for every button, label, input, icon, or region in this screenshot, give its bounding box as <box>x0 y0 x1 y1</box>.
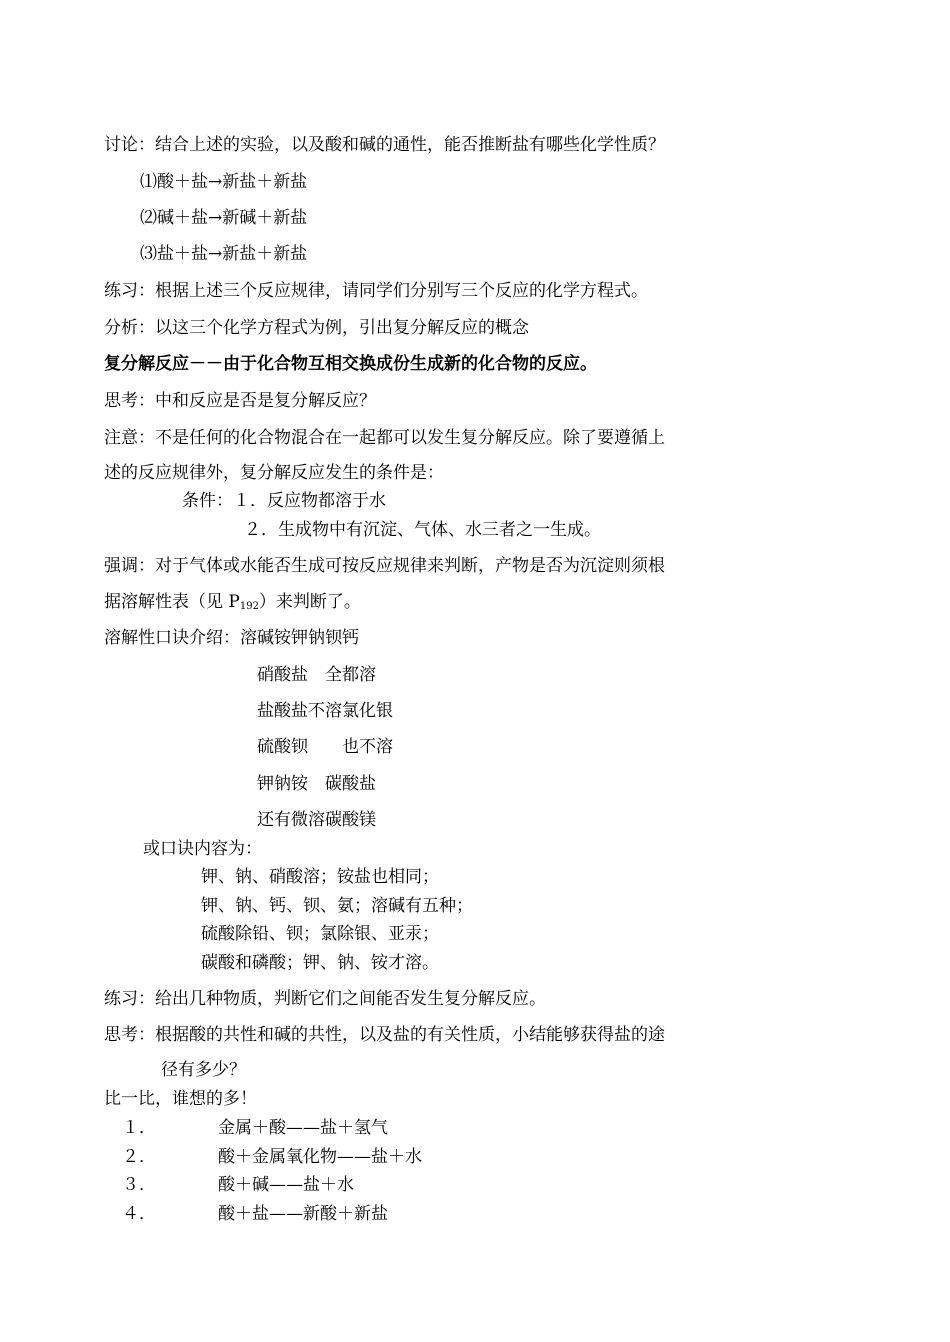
list-item: ３． 酸＋碱——盐＋水 <box>122 1175 354 1195</box>
analysis-line: 分析：以这三个化学方程式为例，引出复分解反应的概念 <box>104 318 529 338</box>
alt-mnemonic-line: 硫酸除铅、钡；氯除银、亚汞； <box>201 924 439 944</box>
list-item: ２． 酸＋金属氧化物——盐＋水 <box>122 1147 422 1167</box>
exercise-line-2: 练习：给出几种物质，判断它们之间能否发生复分解反应。 <box>104 989 546 1009</box>
mnemonic-line: 硝酸盐 全都溶 <box>257 665 376 685</box>
thinking-line: 思考：中和反应是否是复分解反应？ <box>104 391 376 411</box>
page-ref: 192 <box>239 601 259 612</box>
exercise-line: 练习：根据上述三个反应规律，请同学们分别写三个反应的化学方程式。 <box>104 281 648 301</box>
alt-mnemonic-line: 碳酸和磷酸；钾、钠、铵才溶。 <box>201 953 439 973</box>
alt-mnemonic-intro: 或口诀内容为： <box>143 839 262 859</box>
mnemonic-line: 硫酸钡 也不溶 <box>257 737 393 757</box>
emphasis-line-1: 强调：对于气体或水能否生成可按反应规律来判断，产物是否为沉淀则须根 <box>104 556 665 576</box>
emphasis-line-2: 据溶解性表（见 $P_{192}$）来判断了。 <box>104 592 361 612</box>
alt-mnemonic-line: 钾、钠、硝酸溶；铵盐也相同； <box>201 867 439 887</box>
rule-acid-salt: ⑴酸＋盐→新盐＋新盐 <box>140 172 308 192</box>
compare-line: 比一比，谁想的多！ <box>104 1089 257 1109</box>
mnemonic-line: 盐酸盐不溶氯化银 <box>257 701 393 721</box>
condition-1: 条件：１．反应物都溶于水 <box>182 491 386 511</box>
condition-2: ２．生成物中有沉淀、气体、水三者之一生成。 <box>244 520 601 540</box>
discussion-line: 讨论：结合上述的实验，以及酸和碱的通性，能否推断盐有哪些化学性质？ <box>104 135 665 155</box>
note-line-1: 注意：不是任何的化合物混合在一起都可以发生复分解反应。除了要遵循上 <box>104 428 665 448</box>
thinking-line-2b: 径有多少？ <box>161 1060 246 1080</box>
rule-base-salt: ⑵碱＋盐→新碱＋新盐 <box>140 208 308 228</box>
rule-salt-salt: ⑶盐＋盐→新盐＋新盐 <box>140 244 308 264</box>
thinking-line-2a: 思考：根据酸的共性和碱的共性，以及盐的有关性质，小结能够获得盐的途 <box>104 1025 665 1045</box>
mnemonic-line: 还有微溶碳酸镁 <box>257 810 376 830</box>
note-line-2: 述的反应规律外，复分解反应发生的条件是： <box>104 463 444 483</box>
mnemonic-line: 钾钠铵 碳酸盐 <box>257 774 376 794</box>
list-item: ４． 酸＋盐——新酸＋新盐 <box>122 1204 388 1224</box>
list-item: １． 金属＋酸——盐＋氢气 <box>122 1118 388 1138</box>
mnemonic-intro: 溶解性口诀介绍：溶碱铵钾钠钡钙 <box>104 628 359 648</box>
definition-line: 复分解反应－－由于化合物互相交换成份生成新的化合物的反应。 <box>104 354 597 374</box>
alt-mnemonic-line: 钾、钠、钙、钡、氨；溶碱有五种； <box>201 896 473 916</box>
